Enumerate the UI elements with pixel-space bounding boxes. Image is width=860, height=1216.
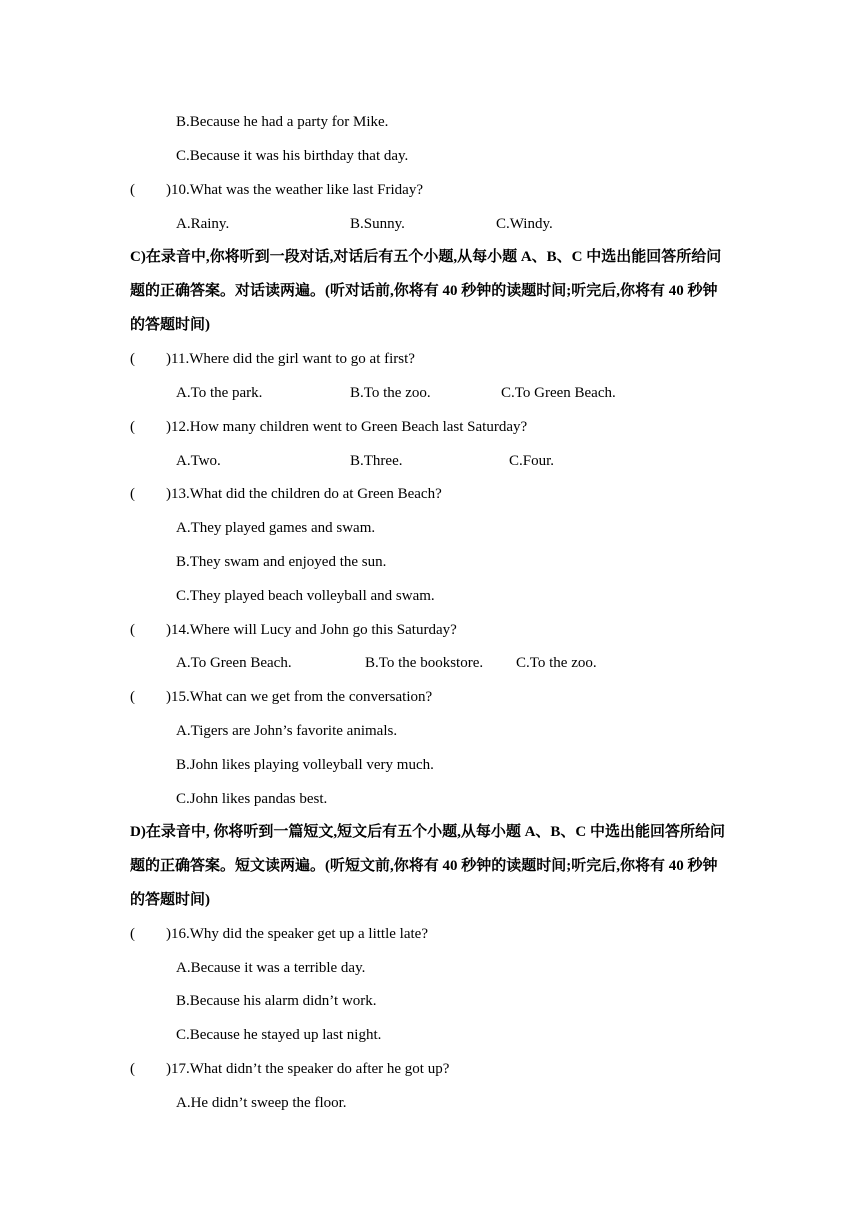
q15-option-c: C.John likes pandas best. [176,791,328,807]
answer-blank: ( [130,351,135,367]
section-d-instruction-line1: D)在录音中, 你将听到一篇短文,短文后有五个小题,从每小题 A、B、C 中选出能回答所给问 [130,824,726,840]
section-c-instruction-line3: 的答题时间) [130,317,210,333]
q15-option-b: B.John likes playing volleyball very much. [176,757,434,773]
answer-blank: ( [130,689,135,705]
q11-options [176,383,736,403]
q9-option-b: B.Because he had a party for Mike. [176,114,389,130]
q17-option-a: A.He didn’t sweep the floor. [176,1095,347,1111]
question-text: )11.Where did the girl want to go at first? [166,351,415,367]
question-text: )10.What was the weather like last Friday? [166,182,423,198]
question-text: )14.Where will Lucy and John go this Saturday? [166,622,457,638]
q12-option-c: C.Four. [509,453,555,469]
question-text: )17.What didn’t the speaker do after he got up? [166,1061,450,1077]
q10-option-b: B.Sunny. [350,216,405,232]
q12-option-b: B.Three. [350,453,403,469]
question-text: )12.How many children went to Green Beach last Saturday? [166,419,528,435]
answer-blank: ( [130,926,135,942]
q13-option-b: B.They swam and enjoyed the sun. [176,554,387,570]
q10-option-c: C.Windy. [496,216,553,232]
question-11 [130,349,730,369]
answer-blank: ( [130,622,135,638]
q15-option-a: A.Tigers are John’s favorite animals. [176,723,398,739]
q14-option-b: B.To the bookstore. [365,655,484,671]
question-text: )15.What can we get from the conversation? [166,689,433,705]
q11-option-c: C.To Green Beach. [501,385,616,401]
question-10 [130,180,730,200]
section-d-instruction-line2: 题的正确答案。短文读两遍。(听短文前,你将有 40 秒钟的读题时间;听完后,你将有 40 秒钟 [130,858,718,874]
question-14 [130,620,730,640]
answer-blank: ( [130,419,135,435]
q10-options [176,214,736,234]
question-12 [130,417,730,437]
q14-option-c: C.To the zoo. [516,655,597,671]
question-text: )13.What did the children do at Green Beach? [166,486,442,502]
q16-option-a: A.Because it was a terrible day. [176,960,366,976]
question-17 [130,1059,730,1079]
section-d-instruction-line3: 的答题时间) [130,892,210,908]
section-c-instruction-line2: 题的正确答案。对话读两遍。(听对话前,你将有 40 秒钟的读题时间;听完后,你将有 40 秒钟 [130,283,718,299]
q14-option-a: A.To Green Beach. [176,655,292,671]
answer-blank: ( [130,182,135,198]
q11-option-b: B.To the zoo. [350,385,431,401]
q12-option-a: A.Two. [176,453,221,469]
answer-blank: ( [130,486,135,502]
q14-options [176,653,736,673]
question-16 [130,924,730,944]
q12-options [176,451,736,471]
q16-option-c: C.Because he stayed up last night. [176,1027,382,1043]
section-c-instruction-line1: C)在录音中,你将听到一段对话,对话后有五个小题,从每小题 A、B、C 中选出能回答所给问 [130,249,722,265]
q10-option-a: A.Rainy. [176,216,230,232]
q16-option-b: B.Because his alarm didn’t work. [176,993,377,1009]
q13-option-a: A.They played games and swam. [176,520,376,536]
q13-option-c: C.They played beach volleyball and swam. [176,588,435,604]
question-15 [130,687,730,707]
question-13 [130,484,730,504]
q9-option-c: C.Because it was his birthday that day. [176,148,409,164]
q11-option-a: A.To the park. [176,385,263,401]
answer-blank: ( [130,1061,135,1077]
question-text: )16.Why did the speaker get up a little late? [166,926,428,942]
